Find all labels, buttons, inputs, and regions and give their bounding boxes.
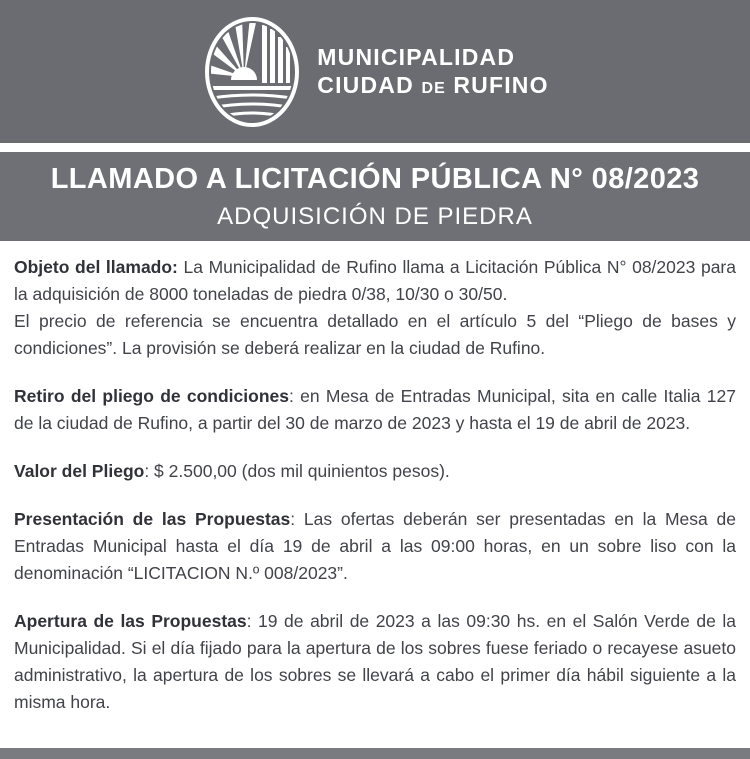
- page-title: LLAMADO A LICITACIÓN PÚBLICA N° 08/2023: [50, 162, 700, 195]
- paragraph-valor-label: Valor del Pliego: [14, 461, 145, 481]
- paragraph-objeto: Objeto del llamado: La Municipalidad de Rufino llama a Licitación Pública N° 08/2023 para la adquisición de 8000 toneladas de piedra 0/38, 10/30 o 30/50. El precio de referencia se encuentra detallado en el artículo 5 del “Pliego de bases y condiciones”. La provisión se deberá realizar en la ciudad de Rufino.: [14, 257, 736, 358]
- paragraph-apertura-label: Apertura de las Propuestas: [14, 611, 247, 631]
- paragraph-objeto-label: Objeto del llamado:: [14, 257, 178, 277]
- paragraph-presentacion: Presentación de las Propuestas: Las ofertas deberán ser presentadas en la Mesa de Entradas Municipal hasta el día 19 de abril a las 09:00 horas, en un sobre liso con la denominación “LICITACION N.º 008/2023”.: [14, 509, 736, 583]
- paragraph-retiro-label: Retiro del pliego de condiciones: [14, 386, 289, 406]
- title-band: [0, 152, 750, 241]
- header-banner: [0, 0, 750, 143]
- brand-wordmark: [317, 44, 548, 99]
- page-subtitle: ADQUISICIÓN DE PIEDRA: [217, 202, 533, 230]
- brand-de-text: DE: [421, 79, 446, 97]
- paragraph-apertura: Apertura de las Propuestas: 19 de abril de 2023 a las 09:30 hs. en el Salón Verde de la Municipalidad. Si el día fijado para la apertura de los sobres fuese feriado o recayese asueto administrativo, la apertura de los sobres se llevará a cabo el primer día hábil siguiente a la misma hora.: [14, 611, 737, 712]
- brand-line-2: CIUDAD DE RUFINO: [317, 71, 549, 98]
- footer-bar: [0, 748, 750, 759]
- announcement-body: [0, 241, 750, 716]
- municipality-logo-icon: [201, 15, 303, 129]
- paragraph-retiro: Retiro del pliego de condiciones: en Mesa de Entradas Municipal, sita en calle Italia 127 de la ciudad de Rufino, a partir del 30 de marzo de 2023 y hasta el 19 de abril de 2023.: [14, 386, 736, 433]
- paragraph-valor: Valor del Pliego: $ 2.500,00 (dos mil quinientos pesos).: [14, 461, 450, 481]
- header-divider: [0, 143, 750, 152]
- paragraph-presentacion-label: Presentación de las Propuestas: [14, 509, 291, 529]
- brand-line-1: MUNICIPALIDAD: [317, 43, 516, 70]
